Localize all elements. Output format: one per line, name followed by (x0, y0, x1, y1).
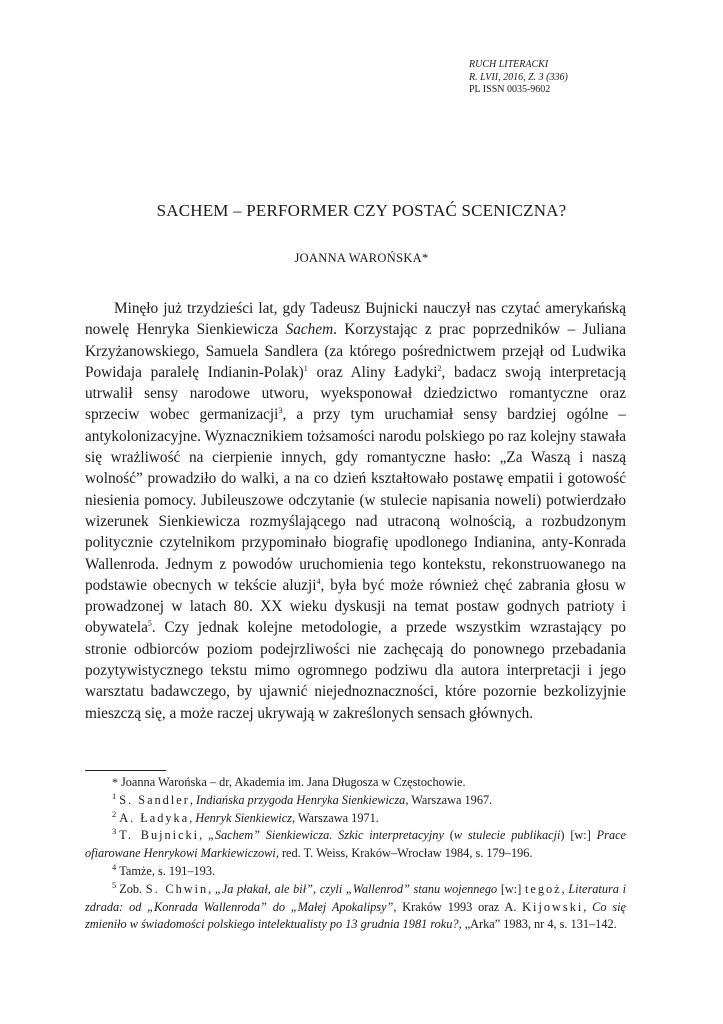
body-text-4: , badacz swoją interpretacją utrwalił sensy narodowe utworu, wyeksponował dziedzictwo romantyczne oraz sprzeciw wobec germanizacji (85, 363, 626, 424)
footnote-title: „Sachem” Sienkiewicza. Szkic interpretacyjny (208, 828, 444, 843)
footnote-author-name: S. Sandler (119, 792, 190, 807)
body-text-1: Minęło już trzydzieści lat, gdy Tadeusz Bujnicki nauczył nas czytać amerykańską nowelę Henryka Sienkiewicza (85, 300, 626, 339)
footnote-mark: 1 (112, 790, 117, 801)
footnote-rest: , red. T. Weiss, Kraków–Wrocław 1984, s. 179–196. (275, 846, 533, 861)
footnote-author-name: Kijowski (522, 899, 584, 914)
footnote-4 (85, 863, 626, 881)
footnote-mark: 5 (112, 879, 117, 890)
footnote-rest: , Warszawa 1971. (291, 810, 379, 825)
footnote-rest: , „Arka” 1983, nr 4, s. 131–142. (458, 917, 617, 932)
footnote-mark: 2 (112, 808, 117, 819)
body-paragraph (85, 298, 626, 724)
footnote-mark: * (112, 775, 118, 789)
footnote-author-name: T. Bujnicki (119, 828, 200, 843)
footnote-author (85, 774, 626, 792)
footnote-book: Literatura i zdrada: od „Konrada Wallenroda” do „Małej Apokalipsy” (85, 881, 626, 914)
footnote-text: , Kraków 1993 oraz A. (393, 899, 523, 914)
footnote-text: ( (443, 828, 454, 843)
footnote-sep: , (189, 810, 196, 825)
footnote-book: Prace ofiarowane Henrykowi Markiewiczowi (85, 828, 627, 861)
footnote-ref-2[interactable]: 2 (437, 363, 442, 373)
footnote-sep: , (561, 881, 569, 896)
footnote-5 (85, 881, 626, 934)
body-text-6: , była być może również chęć zabrania głosu w prowadzonej w latach 80. XX wieku dyskusji na temat postaw godnych patrioty i obywatela (85, 576, 626, 637)
footnote-mark: 3 (112, 826, 117, 837)
footnote-title: Co się zmieniło w świadomości polskiego intelektualisty po 13 grudnia 1981 roku? (85, 899, 626, 932)
footnote-ref-3[interactable]: 3 (278, 406, 283, 416)
footnote-author-name: S. Chwin (145, 881, 209, 896)
body-text-3: oraz Aliny Ładyki (307, 363, 438, 381)
journal-name: RUCH LITERACKI (469, 59, 549, 70)
footnotes (85, 774, 626, 934)
footnote-sep: , (189, 792, 196, 807)
journal-volume: R. LVII, 2016, Z. 3 (336) (469, 71, 568, 83)
footnote-ref-4[interactable]: 4 (316, 576, 321, 586)
footnote-title: w stulecie publikacji (453, 828, 561, 843)
footnote-title: Indiańska przygoda Henryka Sienkiewicza (195, 792, 406, 807)
footnote-author-name: A. Ładyka (119, 810, 190, 825)
footnote-1 (85, 792, 626, 810)
footnote-mark: 4 (112, 861, 117, 872)
footnote-sep: , (208, 881, 215, 896)
footnote-sep: , (583, 899, 593, 914)
body-text-5: , a przy tym uruchamiał sensy bardziej ogólne – antykolonizacyjne. Wyznacznikiem tożsamości narodu polskiego po raz kolejny stawała się wrażliwość na cierpienie innych, gdy romantyczne hasło: „Za Waszą i naszą wolność” prowadziło do walki, a na co dzień kształtowało postawę empatii i gotowość niesienia pomocy. Jubileuszowe odczytanie (w stulecie napisania noweli) potwierdzało wizerunek Sienkiewicza rozmyślającego nad utraconą wolnością, a rozbudzonym politycznie czytelnikom przypominało biografię upodlonego Indianina, anty-Konrada Wallenroda. Jednym z powodów uruchomienia tego kontekstu, rekonstruowanego na podstawie obecnych w tekście aluzji (85, 406, 626, 594)
footnote-ref-1[interactable]: 1 (303, 363, 308, 373)
footnote-author-name: tegoż (524, 881, 562, 896)
body-title-sachem: Sachem (285, 321, 334, 339)
journal-header (469, 59, 629, 97)
article-title: SACHEM – PERFORMER CZY POSTAĆ SCENICZNA? (156, 201, 567, 220)
body-text-7: . Czy jednak kolejne metodologie, a przede wszystkim wzrastający po stronie odbiorców poziom podejrzliwości nie zachęcają do ponownego przebadania pozytywistycznego tekstu mimo ogromnego podziwu dla autora interpretacji i jego warsztatu badawczego, by ujawnić niejednoznaczności, które pozornie bezkolizyjnie mieszczą się, a może raczej ukrywają w zakreślonych sensach głównych. (85, 619, 626, 722)
footnote-text: Tamże, s. 191–193. (119, 863, 216, 878)
footnote-text: [w:] (497, 881, 525, 896)
footnote-text: Zob. (119, 881, 146, 896)
footnote-divider (85, 770, 166, 771)
footnote-ref-5[interactable]: 5 (147, 619, 152, 629)
journal-issn: PL ISSN 0035-9602 (469, 84, 551, 95)
body-text-2: . Korzystając z prac poprzedników – Juliana Krzyżanowskiego, Samuela Sandlera (za którego pośrednictwem przejął od Ludwika Powidaja paralelę Indianin-Polak) (85, 321, 626, 381)
footnote-title: Henryk Sienkiewicz (195, 810, 292, 825)
footnote-3 (85, 827, 626, 863)
article-author: JOANNA WAROŃSKA* (294, 251, 429, 265)
footnote-title: „Ja płakał, ale bił”, czyli „Wallenrod” stanu wojennego (214, 881, 498, 896)
footnote-sep: , (199, 828, 209, 843)
footnote-rest: , Warszawa 1967. (405, 792, 493, 807)
footnote-text: ) [w:] (560, 828, 597, 843)
footnote-2 (85, 810, 626, 828)
footnote-text: Joanna Warońska – dr, Akademia im. Jana Długosza w Częstochowie. (121, 775, 466, 789)
